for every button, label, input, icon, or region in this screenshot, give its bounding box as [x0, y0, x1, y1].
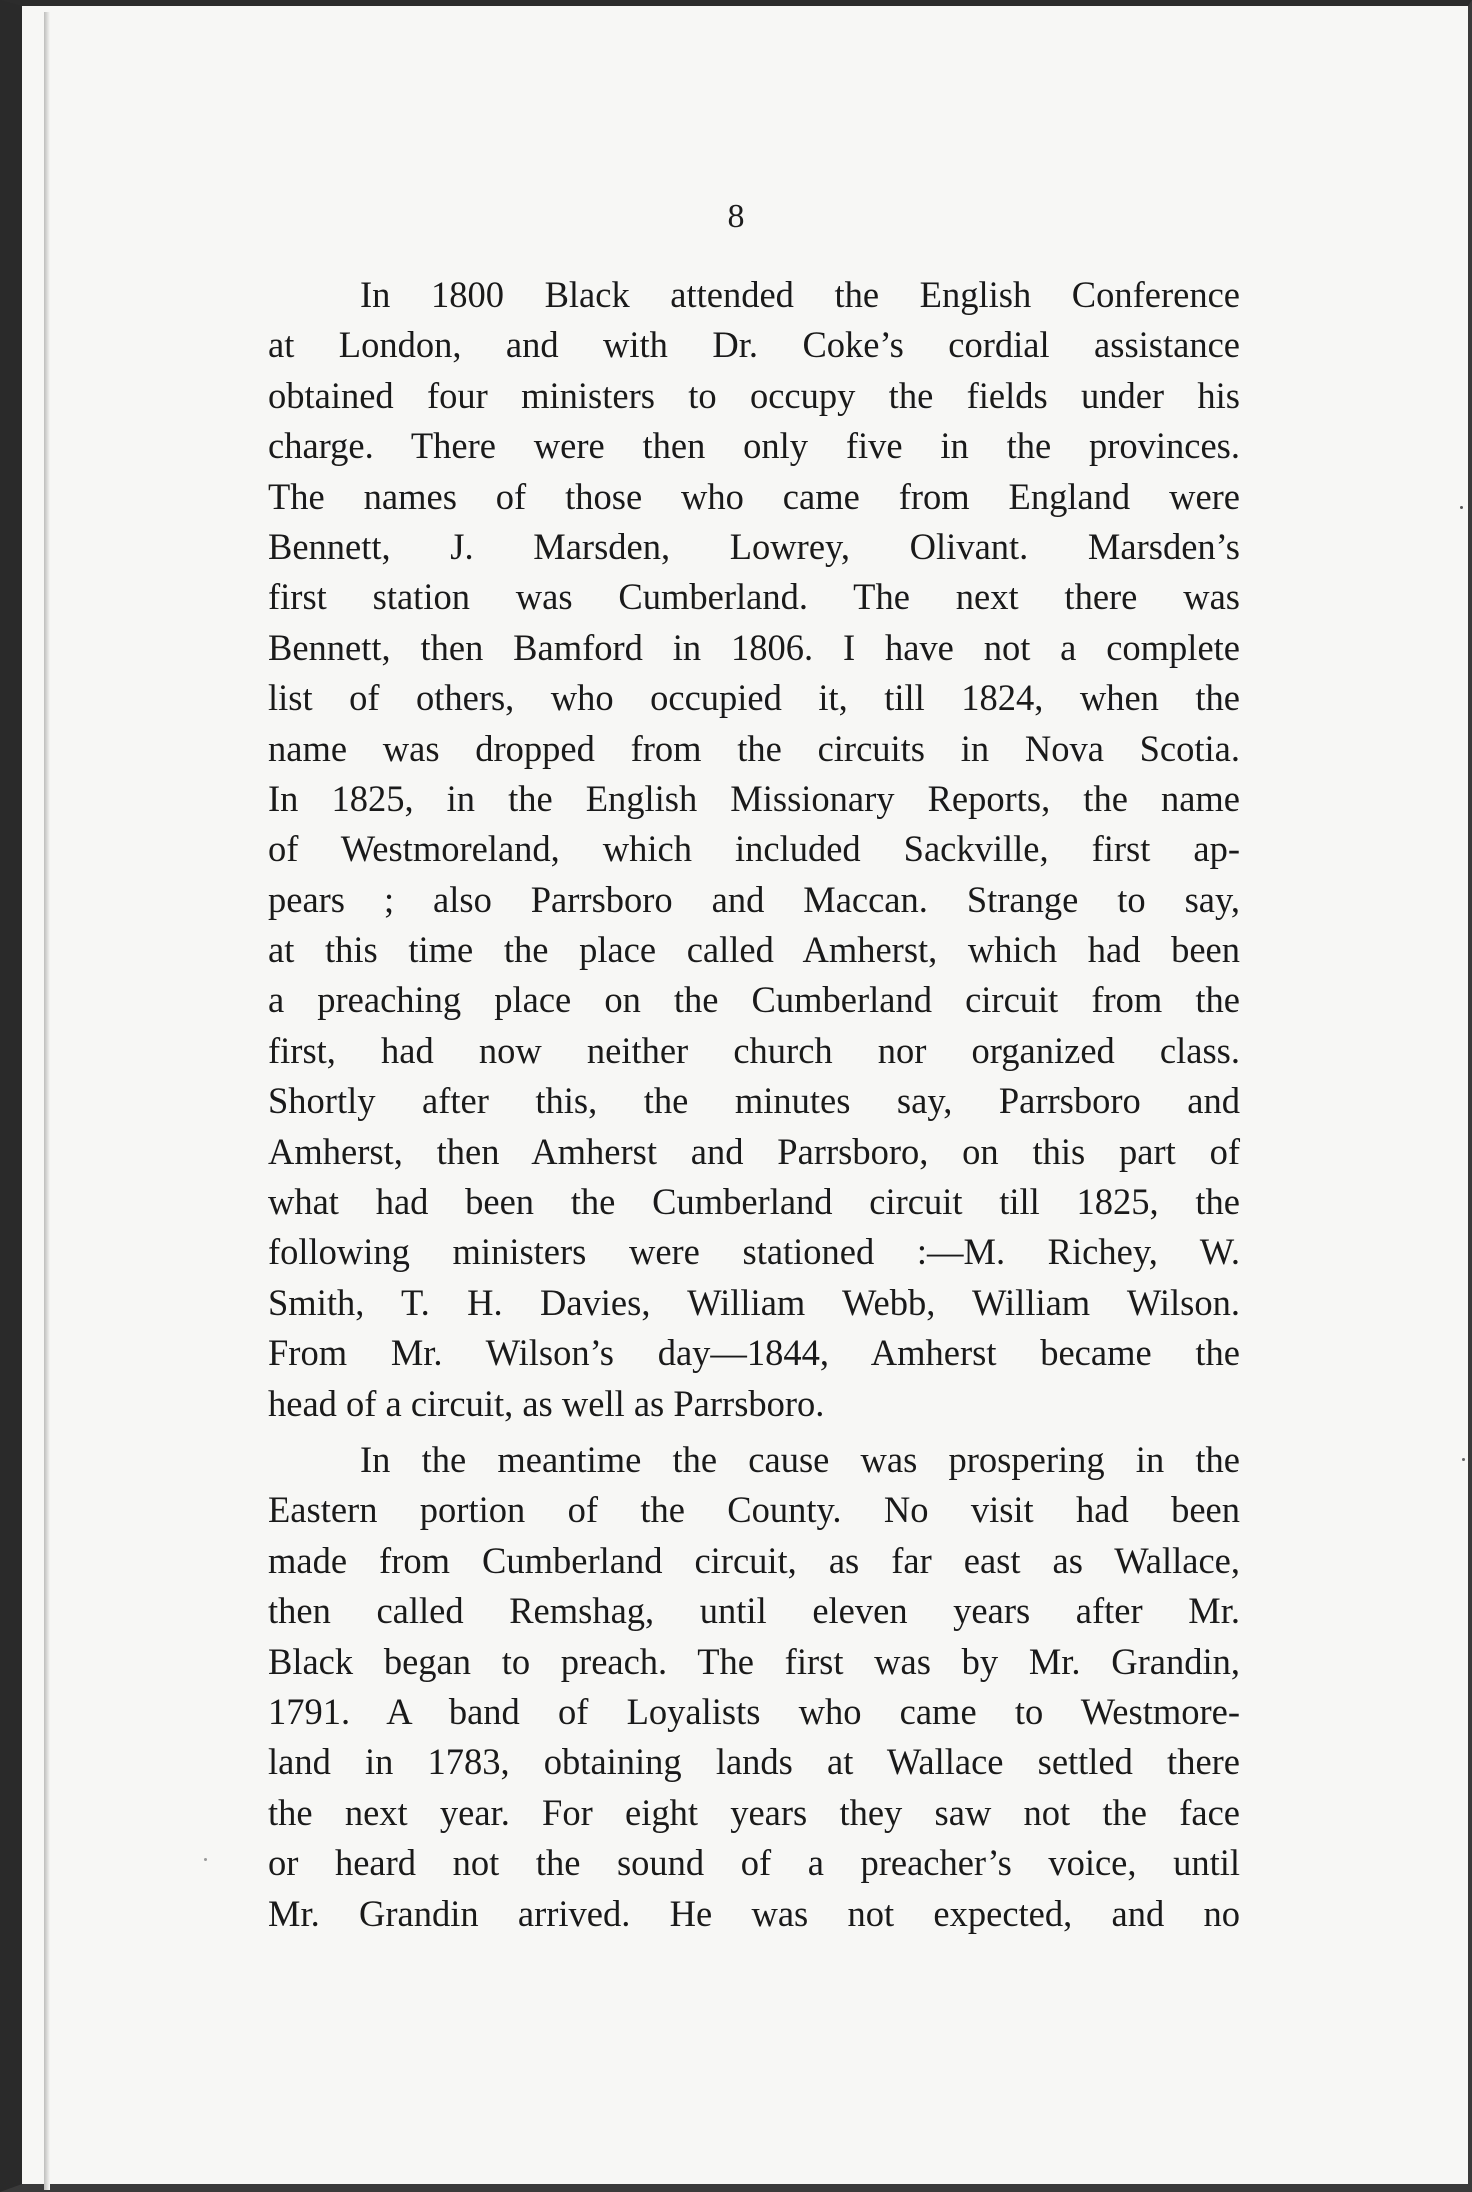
text-line: then called Remshag, until eleven years after Mr. [268, 1590, 1240, 1632]
text-line: Eastern portion of the County. No visit had been [268, 1489, 1240, 1531]
text-line: Mr. Grandin arrived. He was not expected, and no [268, 1892, 1240, 1934]
text-line: From Mr. Wilson’s day—1844, Amherst became the [268, 1332, 1240, 1374]
text-line: what had been the Cumberland circuit till 1825, the [268, 1181, 1240, 1223]
page-number: 8 [727, 198, 745, 235]
text-line: following ministers were stationed :—M. Richey, W. [268, 1231, 1240, 1273]
text-line: the next year. For eight years they saw not the face [268, 1791, 1240, 1833]
text-line: Shortly after this, the minutes say, Parrsboro and [268, 1080, 1240, 1122]
text-line: In the meantime the cause was prospering in the [360, 1438, 1240, 1480]
text-line: 1791. A band of Loyalists who came to Westmore- [268, 1690, 1240, 1732]
text-line: In 1825, in the English Missionary Reports, the name [268, 777, 1240, 819]
text-line: pears ; also Parrsboro and Maccan. Strange to say, [268, 878, 1240, 920]
text-line: list of others, who occupied it, till 1824, when the [268, 677, 1240, 719]
paper-speck [1462, 1458, 1465, 1461]
text-line: land in 1783, obtaining lands at Wallace settled there [268, 1741, 1240, 1783]
text-line: name was dropped from the circuits in Nova Scotia. [268, 727, 1240, 769]
text-line: charge. There were then only five in the provinces. [268, 425, 1240, 467]
text-line: obtained four ministers to occupy the fields under his [268, 374, 1240, 416]
text-line: The names of those who came from England were [268, 475, 1240, 517]
text-line: head of a circuit, as well as Parrsboro. [268, 1382, 825, 1424]
text-line: of Westmoreland, which included Sackville, first ap- [268, 828, 1240, 870]
paragraph-2 [268, 1435, 1240, 1939]
paper-speck [204, 1858, 207, 1861]
text-line: Bennett, J. Marsden, Lowrey, Olivant. Marsden’s [268, 525, 1240, 567]
text-line: or heard not the sound of a preacher’s voice, until [268, 1842, 1240, 1884]
paragraph-1 [268, 270, 1240, 1429]
text-line: In 1800 Black attended the English Conference [360, 274, 1240, 315]
text-line: Bennett, then Bamford in 1806. I have not a complete [268, 626, 1240, 668]
text-line: at London, and with Dr. Coke’s cordial assistance [268, 324, 1240, 366]
text-line: first station was Cumberland. The next there was [268, 576, 1240, 618]
binding-shadow [44, 12, 50, 2190]
text-line: made from Cumberland circuit, as far east as Wallace, [268, 1539, 1240, 1581]
text-line: Black began to preach. The first was by Mr. Grandin, [268, 1640, 1240, 1682]
paper-speck [1460, 506, 1463, 509]
text-line: at this time the place called Amherst, which had been [268, 929, 1240, 971]
text-line: first, had now neither church nor organized class. [268, 1029, 1240, 1071]
text-line: a preaching place on the Cumberland circuit from the [268, 979, 1240, 1021]
body-text [268, 270, 1240, 1939]
text-line: Amherst, then Amherst and Parrsboro, on this part of [268, 1130, 1240, 1172]
text-line: Smith, T. H. Davies, William Webb, William Wilson. [268, 1281, 1240, 1323]
